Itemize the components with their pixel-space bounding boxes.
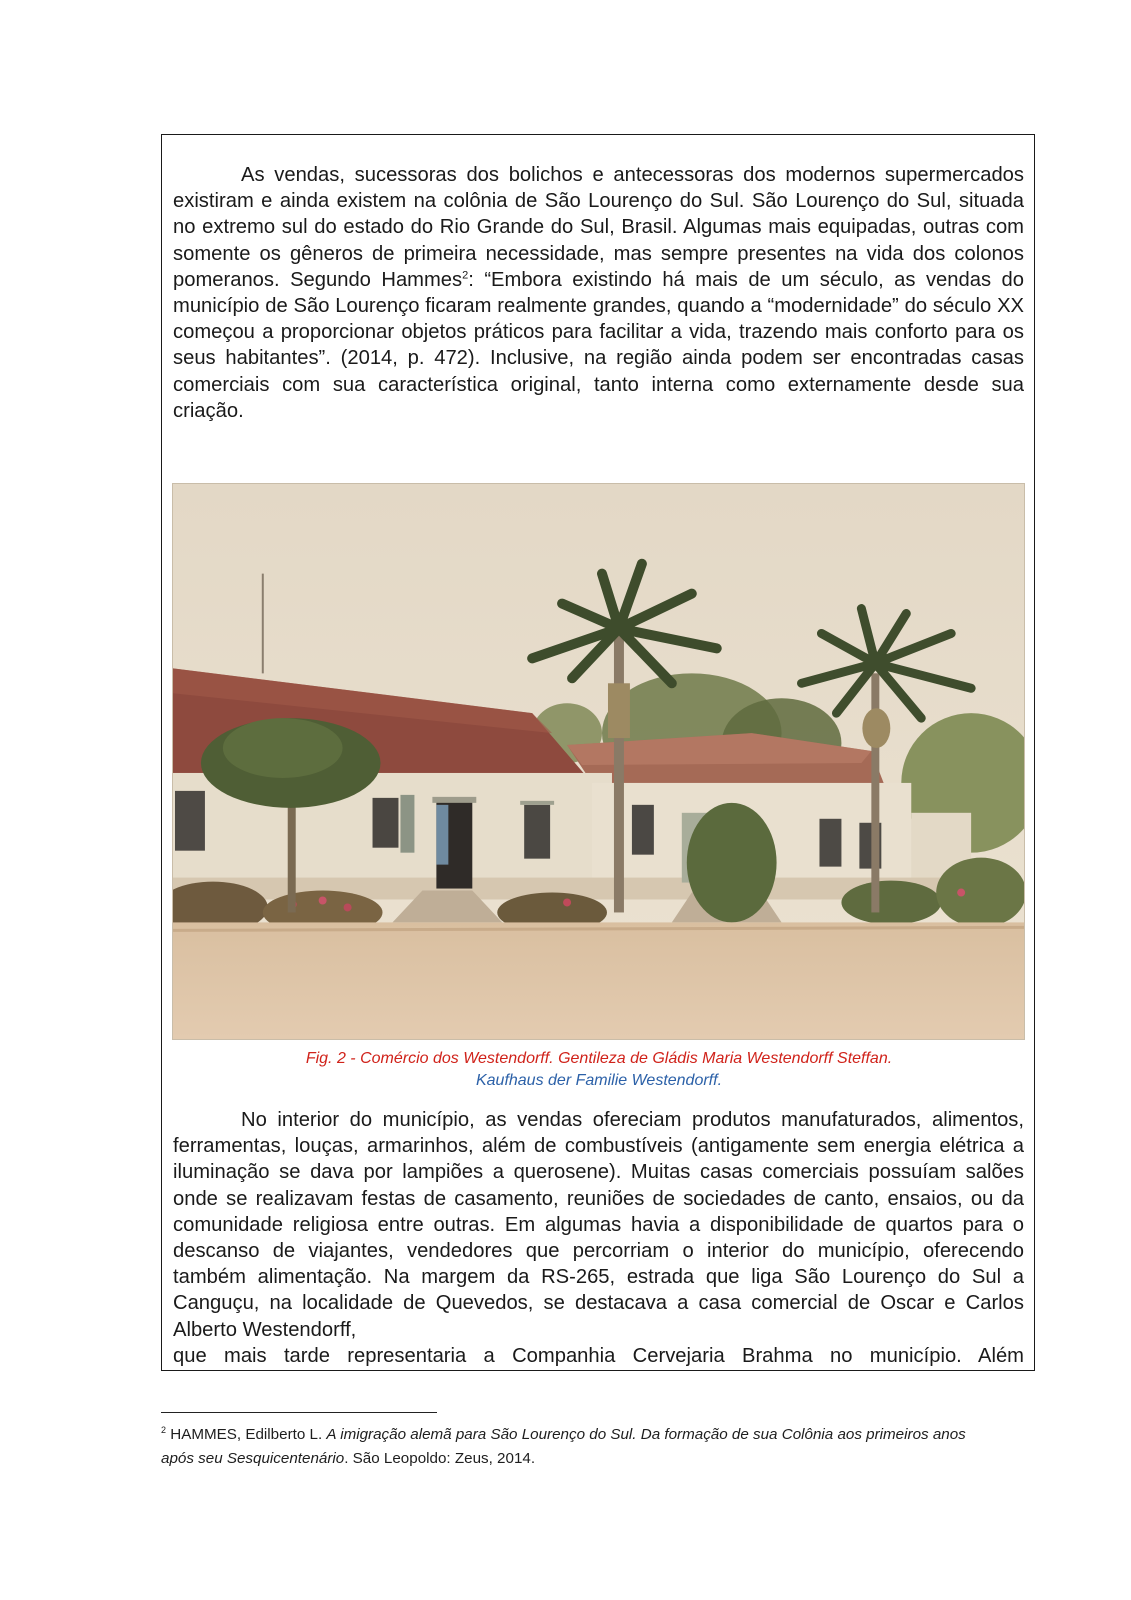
footnote-author: HAMMES, Edilberto L. [170, 1426, 327, 1443]
footnote-reference[interactable]: 2 [462, 269, 469, 282]
paragraph-1 [173, 162, 1024, 424]
footnote-separator [161, 1412, 437, 1413]
footnote-number: 2 [161, 1424, 167, 1435]
photo-westendorff-store [173, 484, 1024, 1039]
footnote-publisher: . São Leopoldo: Zeus, 2014. [344, 1450, 536, 1467]
footnote [161, 1423, 981, 1471]
page-frame [161, 134, 1035, 1371]
footnote-title: A imigração alemã para São Lourenço do Sul. Da formação de sua Colônia aos primeiros anos após seu Sesquicentenário [161, 1426, 966, 1467]
figure-photo [172, 483, 1025, 1040]
paragraph-1-text-a: As vendas, sucessoras dos bolichos e antecessoras dos modernos supermercados existiram e ainda existem na colônia de São Lourenço do Sul. São Lourenço do Sul, situada no extremo sul do estado do Rio Grande do Sul, Brasil. Algumas mais equipadas, outras com somente os gêneros de primeira necessidade, mas sempre presentes na vida dos colonos pomeranos. Segundo Hammes [173, 164, 1024, 291]
paragraph-2: No interior do município, as vendas ofereciam produtos manufaturados, alimentos, ferramentas, louças, armarinhos, além de combustíveis (antigamente sem energia elétrica a iluminação se dava por lampiões a querosene). Muitas casas comerciais possuíam salões onde se realizavam festas de casamento, reuniões de sociedades de canto, ensaios, ou da comunidade religiosa entre outras. Em algumas havia a disponibilidade de quartos para o descanso de viajantes, vendedores que percorriam o interior do município, oferecendo também alimentação. Na margem da RS-265, estrada que liga São Lourenço do Sul a Canguçu, na localidade de Quevedos, se destacava a casa comercial de Oscar e Carlos Alberto Westendorff, [173, 1109, 1024, 1341]
paragraph-1-text-b: : “Embora existindo há mais de um século, as vendas do município de São Lourenço ficaram realmente grandes, quando a “modernidade” do século XX começou a proporcionar objetos práticos para facilitar a vida, trazendo mais conforto para os seus habitantes”. (2014, p. 472). Inclusive, na região ainda podem ser encontradas casas comerciais com sua característica original, tanto interna como externamente desde sua criação. [173, 268, 1024, 422]
paragraph-2-last-line: que mais tarde representaria a Companhia Cervejaria Brahma no município. Além [173, 1345, 1024, 1367]
figure-caption: Fig. 2 - Comércio dos Westendorff. Gentileza de Gládis Maria Westendorff Steffan. [305, 1050, 893, 1067]
figure-caption-german: Kaufhaus der Familie Westendorff. [475, 1072, 723, 1089]
